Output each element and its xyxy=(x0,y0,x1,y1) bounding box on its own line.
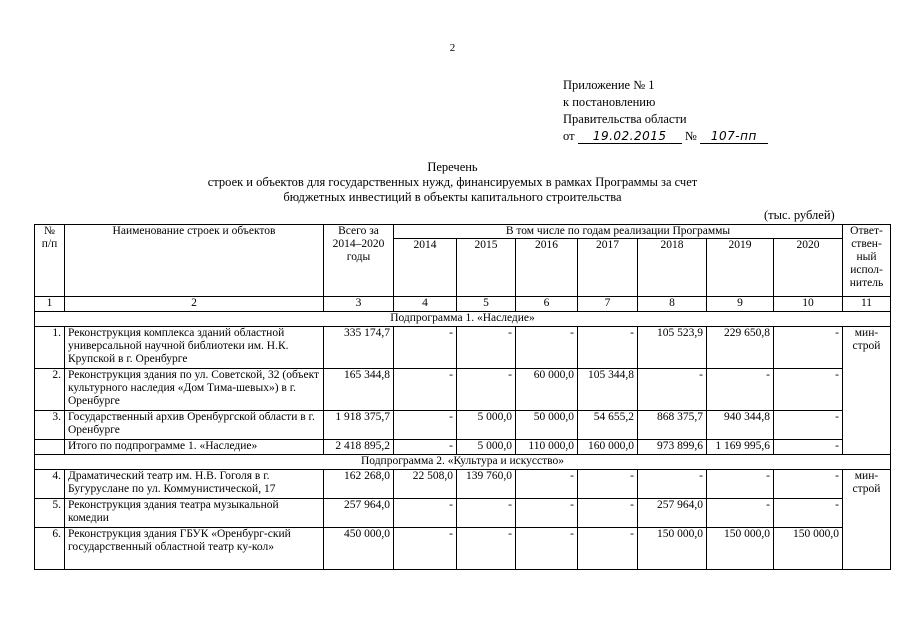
header-year: 2018 xyxy=(638,239,707,297)
column-number: 7 xyxy=(578,297,638,312)
subprogram-2-title: Подпрограмма 2. «Культура и искусство» xyxy=(35,455,891,470)
row-2016: - xyxy=(516,327,578,369)
row-name: Реконструкция комплекса зданий областной универсальной научной библиотеки им. Н.К. Крупской в г. Оренбурге xyxy=(65,327,324,369)
row-2020: - xyxy=(774,470,843,499)
row-2016: - xyxy=(516,499,578,528)
row-2018: 257 964,0 xyxy=(638,499,707,528)
header-year: 2015 xyxy=(457,239,516,297)
row-name: Реконструкция здания по ул. Советской, 32 (объект культурного наследия «Дом Тима-шевых») в г. Оренбурге xyxy=(65,369,324,411)
row-no: 6. xyxy=(35,528,65,570)
row-2016: - xyxy=(516,470,578,499)
column-number: 5 xyxy=(457,297,516,312)
subtotal-total: 2 418 895,2 xyxy=(324,440,394,455)
column-number-row xyxy=(35,297,891,312)
row-no: 4. xyxy=(35,470,65,499)
header-year: 2016 xyxy=(516,239,578,297)
title-line-3: бюджетных инвестиций в объекты капитального строительства xyxy=(283,190,622,204)
column-number: 9 xyxy=(707,297,774,312)
header-year: 2020 xyxy=(774,239,843,297)
row-2015: - xyxy=(457,499,516,528)
subtotal-2016: 110 000,0 xyxy=(516,440,578,455)
number-label: № xyxy=(684,129,697,143)
row-2019: - xyxy=(707,499,774,528)
row-2018: - xyxy=(638,369,707,411)
subtotal-2018: 973 899,6 xyxy=(638,440,707,455)
appendix-date-line xyxy=(563,128,768,145)
row-name: Реконструкция здания театра музыкальной комедии xyxy=(65,499,324,528)
row-2016: 60 000,0 xyxy=(516,369,578,411)
unit-note: (тыс. рублей) xyxy=(764,208,835,222)
row-2020: 150 000,0 xyxy=(774,528,843,570)
title-line-1: Перечень xyxy=(427,160,478,174)
row-2019: - xyxy=(707,470,774,499)
row-2014: - xyxy=(394,528,457,570)
column-number: 11 xyxy=(843,297,891,312)
row-2020: - xyxy=(774,369,843,411)
row-2017: - xyxy=(578,327,638,369)
subtotal-2020: - xyxy=(774,440,843,455)
header-no: № п/п xyxy=(35,225,65,297)
row-total: 165 344,8 xyxy=(324,369,394,411)
row-2019: - xyxy=(707,369,774,411)
row-2019: 229 650,8 xyxy=(707,327,774,369)
table-row xyxy=(35,369,891,411)
row-name: Реконструкция здания ГБУК «Оренбург-ский государственный областной театр ку-кол» xyxy=(65,528,324,570)
row-2014: - xyxy=(394,411,457,440)
header-total: Всего за 2014–2020 годы xyxy=(324,225,394,297)
row-total: 1 918 375,7 xyxy=(324,411,394,440)
header-year: 2019 xyxy=(707,239,774,297)
row-2018: 868 375,7 xyxy=(638,411,707,440)
column-number: 8 xyxy=(638,297,707,312)
row-2015: 139 760,0 xyxy=(457,470,516,499)
row-2014: - xyxy=(394,327,457,369)
row-2015: - xyxy=(457,327,516,369)
subtotal-no xyxy=(35,440,65,455)
table-row xyxy=(35,411,891,440)
subtotal-2015: 5 000,0 xyxy=(457,440,516,455)
row-name: Драматический театр им. Н.В. Гоголя в г. Бугуруслане по ул. Коммунистической, 17 xyxy=(65,470,324,499)
row-2014: 22 508,0 xyxy=(394,470,457,499)
row-2016: - xyxy=(516,528,578,570)
column-number: 10 xyxy=(774,297,843,312)
appendix-line-1: Приложение № 1 xyxy=(563,78,655,92)
column-number: 3 xyxy=(324,297,394,312)
row-2015: 5 000,0 xyxy=(457,411,516,440)
row-no: 2. xyxy=(35,369,65,411)
row-no: 5. xyxy=(35,499,65,528)
row-2020: - xyxy=(774,411,843,440)
subtotal-name: Итого по подпрограмме 1. «Наследие» xyxy=(65,440,324,455)
appendix-line-2: к постановлению xyxy=(563,95,656,109)
column-number: 2 xyxy=(65,297,324,312)
subprogram-2-title-row xyxy=(35,455,891,470)
appendix-line-3: Правительства области xyxy=(563,112,687,126)
subtotal-2017: 160 000,0 xyxy=(578,440,638,455)
header-name: Наименование строек и объектов xyxy=(65,225,324,297)
row-2014: - xyxy=(394,369,457,411)
header-by-year: В том числе по годам реализации Программы xyxy=(394,225,843,239)
row-2017: 105 344,8 xyxy=(578,369,638,411)
row-2017: - xyxy=(578,499,638,528)
header-responsible: Ответ-ствен-ный испол-нитель xyxy=(843,225,891,297)
row-2020: - xyxy=(774,327,843,369)
subtotal-2019: 1 169 995,6 xyxy=(707,440,774,455)
row-total: 335 174,7 xyxy=(324,327,394,369)
row-total: 162 268,0 xyxy=(324,470,394,499)
row-2018: 150 000,0 xyxy=(638,528,707,570)
row-2018: - xyxy=(638,470,707,499)
row-2019: 940 344,8 xyxy=(707,411,774,440)
title-line-2: строек и объектов для государственных нужд, финансируемых в рамках Программы за счет xyxy=(207,175,698,189)
document-title xyxy=(0,160,905,205)
column-number: 4 xyxy=(394,297,457,312)
column-number: 6 xyxy=(516,297,578,312)
row-2015: - xyxy=(457,528,516,570)
column-number: 1 xyxy=(35,297,65,312)
row-name: Государственный архив Оренбургской области в г. Оренбурге xyxy=(65,411,324,440)
row-2016: 50 000,0 xyxy=(516,411,578,440)
row-total: 257 964,0 xyxy=(324,499,394,528)
subprogram-1-title-row xyxy=(35,312,891,327)
subtotal-2014: - xyxy=(394,440,457,455)
table-row xyxy=(35,528,891,570)
handwritten-date: 19.02.2015 xyxy=(578,129,682,144)
handwritten-number: 107-пп xyxy=(700,129,768,144)
header-row xyxy=(35,225,891,239)
subtotal-row xyxy=(35,440,891,455)
row-2017: - xyxy=(578,470,638,499)
row-2017: 54 655,2 xyxy=(578,411,638,440)
header-year: 2014 xyxy=(394,239,457,297)
appendix-block xyxy=(563,77,768,145)
row-2020: - xyxy=(774,499,843,528)
row-2017: - xyxy=(578,528,638,570)
row-no: 3. xyxy=(35,411,65,440)
row-2019: 150 000,0 xyxy=(707,528,774,570)
page-number: 2 xyxy=(449,42,456,54)
row-total: 450 000,0 xyxy=(324,528,394,570)
table-row xyxy=(35,327,891,369)
objects-table xyxy=(34,224,891,570)
subprogram-1-title: Подпрограмма 1. «Наследие» xyxy=(35,312,891,327)
responsible-subprogram-2: мин-строй xyxy=(843,470,891,570)
table-row xyxy=(35,470,891,499)
table-row xyxy=(35,499,891,528)
header-year: 2017 xyxy=(578,239,638,297)
from-label: от xyxy=(563,129,575,143)
row-no: 1. xyxy=(35,327,65,369)
row-2014: - xyxy=(394,499,457,528)
row-2018: 105 523,9 xyxy=(638,327,707,369)
row-2015: - xyxy=(457,369,516,411)
responsible-subprogram-1: мин-строй xyxy=(843,327,891,455)
